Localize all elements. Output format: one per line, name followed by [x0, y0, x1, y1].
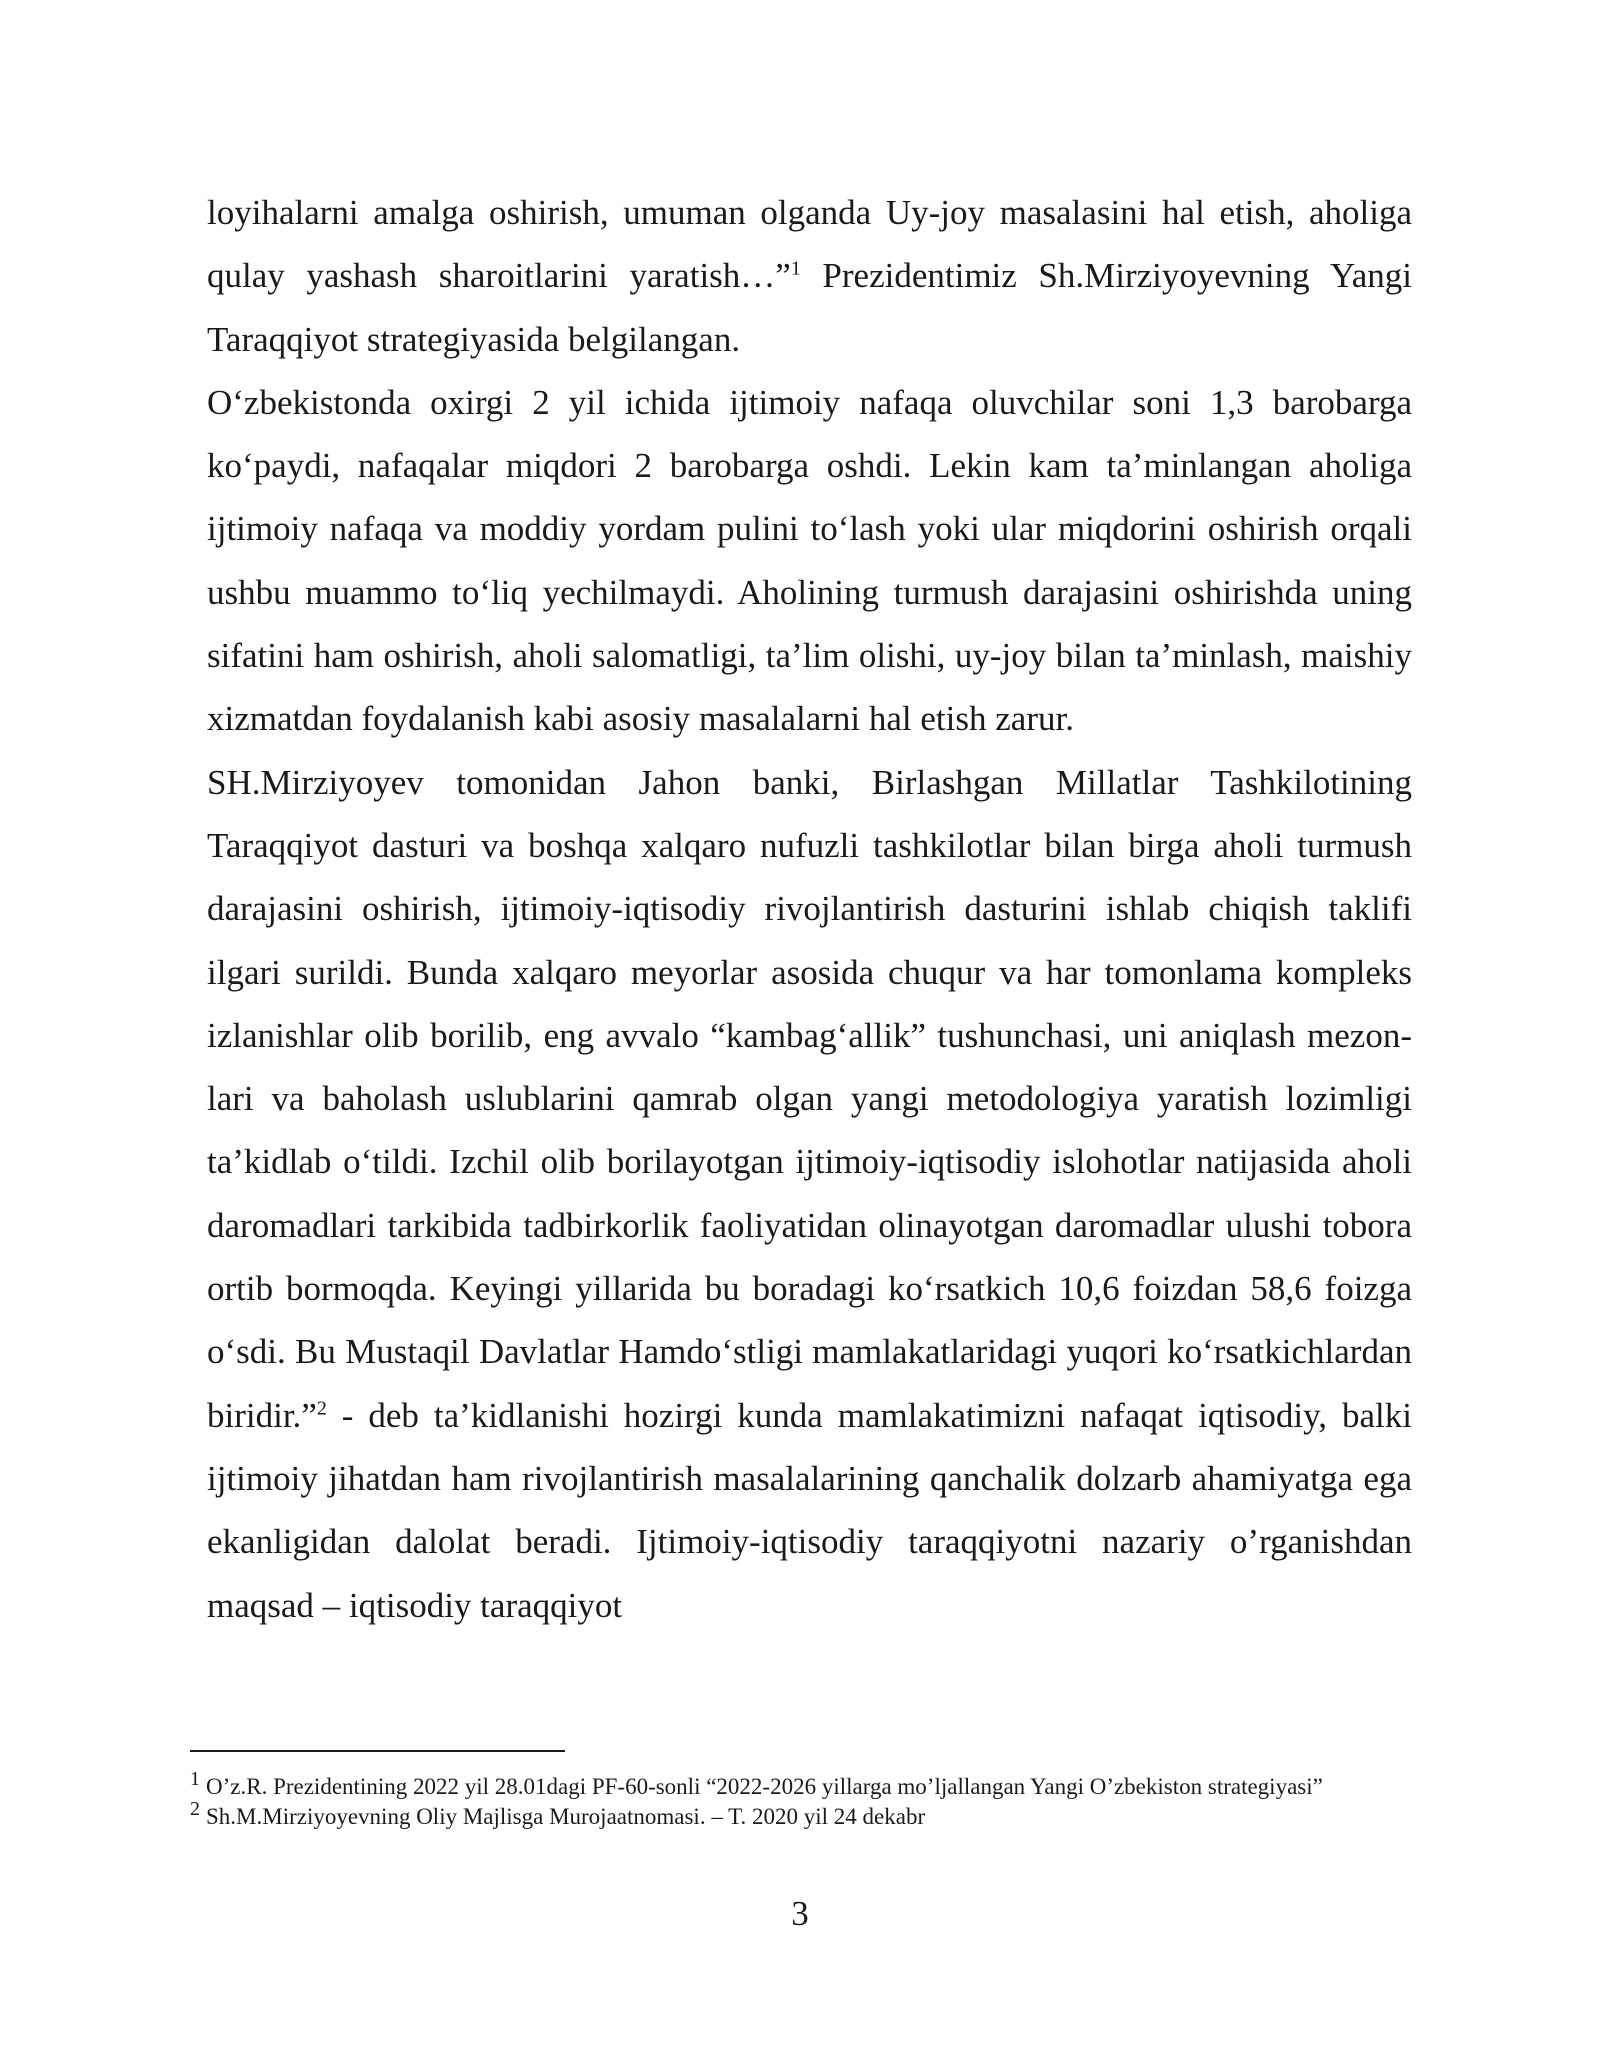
paragraph-3 — [207, 751, 1412, 1637]
footnote-reference-2: 2 — [316, 1396, 327, 1419]
main-text — [207, 181, 1412, 1637]
footnote-2-text: Sh.M.Mirziyoyevning Oliy Majlisga Murojaatnomasi. – T. 2020 yil 24 dekabr — [206, 1804, 926, 1829]
footnote-separator — [190, 1750, 565, 1752]
footnote-1-mark: 1 — [190, 1768, 200, 1791]
page-number: 3 — [791, 1894, 809, 1933]
footnote-reference-1: 1 — [790, 257, 801, 280]
footnote-2 — [190, 1798, 1412, 1832]
footnotes — [190, 1768, 1412, 1832]
footnote-1 — [190, 1768, 1412, 1802]
paragraph-1 — [207, 181, 1412, 371]
paragraph-1-text-b: Prezidentimiz Sh.Mirziyoyevning Yangi Taraqqiyot strategiyasida belgilangan. — [207, 256, 1412, 359]
paragraph-2: O‘zbekistonda oxirgi 2 yil ichida ijtimoiy nafaqa oluvchilar soni 1,3 barobarga ko‘paydi, nafaqalar miqdori 2 barobarga oshdi. Lekin kam ta’minlangan aholiga ijtimoiy nafaqa va moddiy yordam pulini to‘lash yoki ular miqdorini oshirish orqali ushbu muammo to‘liq yechilmaydi. Aholining turmush darajasini oshirishda uning sifatini ham oshirish, aholi salomatligi, ta’lim olishi, uy-joy bilan ta’minlash, maishiy xizmatdan foydalanish kabi asosiy masalalarni hal etish zarur. — [207, 382, 1412, 739]
footnote-2-mark: 2 — [190, 1798, 200, 1821]
paragraph-3-text-a: SH.Mirziyoyev tomonidan Jahon banki, Birlashgan Millatlar Tashkilotining Taraqqiyot dasturi va boshqa xalqaro nufuzli tashkilotlar bilan birga aholi turmush darajasini oshirish, ijtimoiy-iqtisodiy rivojlantirish dasturini ishlab chiqish taklifi ilgari surildi. Bunda xalqaro meyorlar asosida chuqur va har tomonlama kompleks izlanishlar olib borilib, eng avvalo “kambag‘allik” tushunchasi, uni aniqlash mezon-lari va baholash uslublarini qamrab olgan yangi metodologiya yaratish lozimligi ta’kidlab o‘tildi. Izchil olib borilayotgan ijtimoiy-iqtisodiy islohotlar natijasida aholi daromadlari tarkibida tadbirkorlik faoliyatidan olinayotgan daromadlar ulushi tobora ortib bormoqda. Keyingi yillarida bu boradagi ko‘rsatkich 10,6 foizdan 58,6 foizga o‘sdi. Bu Mustaqil Davlatlar Hamdo‘stligi mamlakatlaridagi yuqori ko‘rsatkichlardan biridir.” — [207, 762, 1412, 1435]
paragraph-1-text-a: loyihalarni amalga oshirish, umuman olganda Uy-joy masalasini hal etish, aholiga qulay yashash sharoitlarini yaratish…” — [207, 193, 1412, 296]
footnote-1-text: O’z.R. Prezidentining 2022 yil 28.01dagi PF-60-sonli “2022-2026 yillarga mo’ljallangan Yangi O’zbekiston strategiyasi” — [206, 1774, 1323, 1799]
paragraph-3-text-b: - deb ta’kidlanishi hozirgi kunda mamlakatimizni nafaqat iqtisodiy, balki ijtimoiy jihatdan ham rivojlantirish masalalarining qanchalik dolzarb ahamiyatga ega ekanligidan dalolat beradi. Ijtimoiy-iqtisodiy taraqqiyotni nazariy o’rganishdan maqsad – iqtisodiy taraqqiyot — [207, 1395, 1412, 1625]
